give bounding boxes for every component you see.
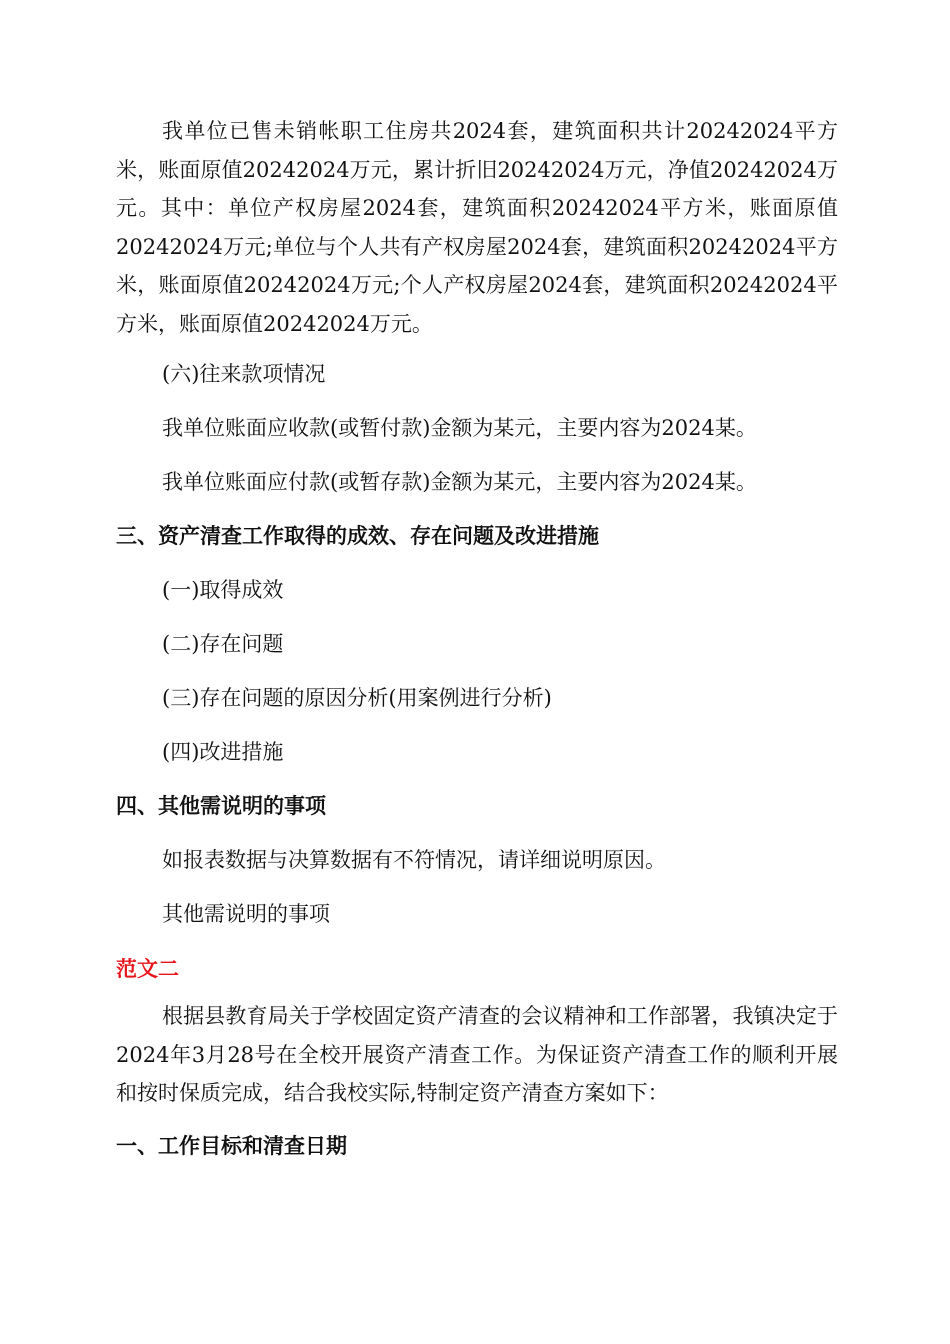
sample-2-intro-paragraph: 根据县教育局关于学校固定资产清查的会议精神和工作部署，我镇决定于2024年3月28号在全校开展资产清查工作。为保证资产清查工作的顺利开展和按时保质完成，结合我校实际,特制定资产清查方案如下： [116,1004,838,1105]
heading-section-3: 三、资产清查工作取得的成效、存在问题及改进措施 [116,524,599,548]
item-improvements: (四)改进措施 [162,740,284,764]
payable-paragraph: 我单位账面应付款(或暂存款)金额为某元，主要内容为2024某。 [162,470,757,494]
other-matters-paragraph: 其他需说明的事项 [162,902,330,926]
heading-section-4: 四、其他需说明的事项 [116,794,326,818]
sample-2-title: 范文二 [116,957,179,981]
item-achievements: (一)取得成效 [162,578,284,602]
housing-paragraph: 我单位已售未销帐职工住房共2024套，建筑面积共计20242024平方米，账面原值20242024万元，累计折旧20242024万元，净值20242024万元。其中：单位产权房屋2024套，建筑面积20242024平方米，账面原值20242024万元;单位与个人共有产权房屋2024套，建筑面积20242024平方米，账面原值20242024万元;个人产权房屋2024套，建筑面积20242024平方米，账面原值20242024万元。 [116,119,838,336]
heading-section-1: 一、工作目标和清查日期 [116,1134,347,1158]
item-cause-analysis: (三)存在问题的原因分析(用案例进行分析) [162,686,552,710]
mismatch-paragraph: 如报表数据与决算数据有不符情况，请详细说明原因。 [162,848,666,872]
section-6-title: (六)往来款项情况 [162,362,326,386]
receivable-paragraph: 我单位账面应收款(或暂付款)金额为某元，主要内容为2024某。 [162,416,757,440]
item-problems: (二)存在问题 [162,632,284,656]
